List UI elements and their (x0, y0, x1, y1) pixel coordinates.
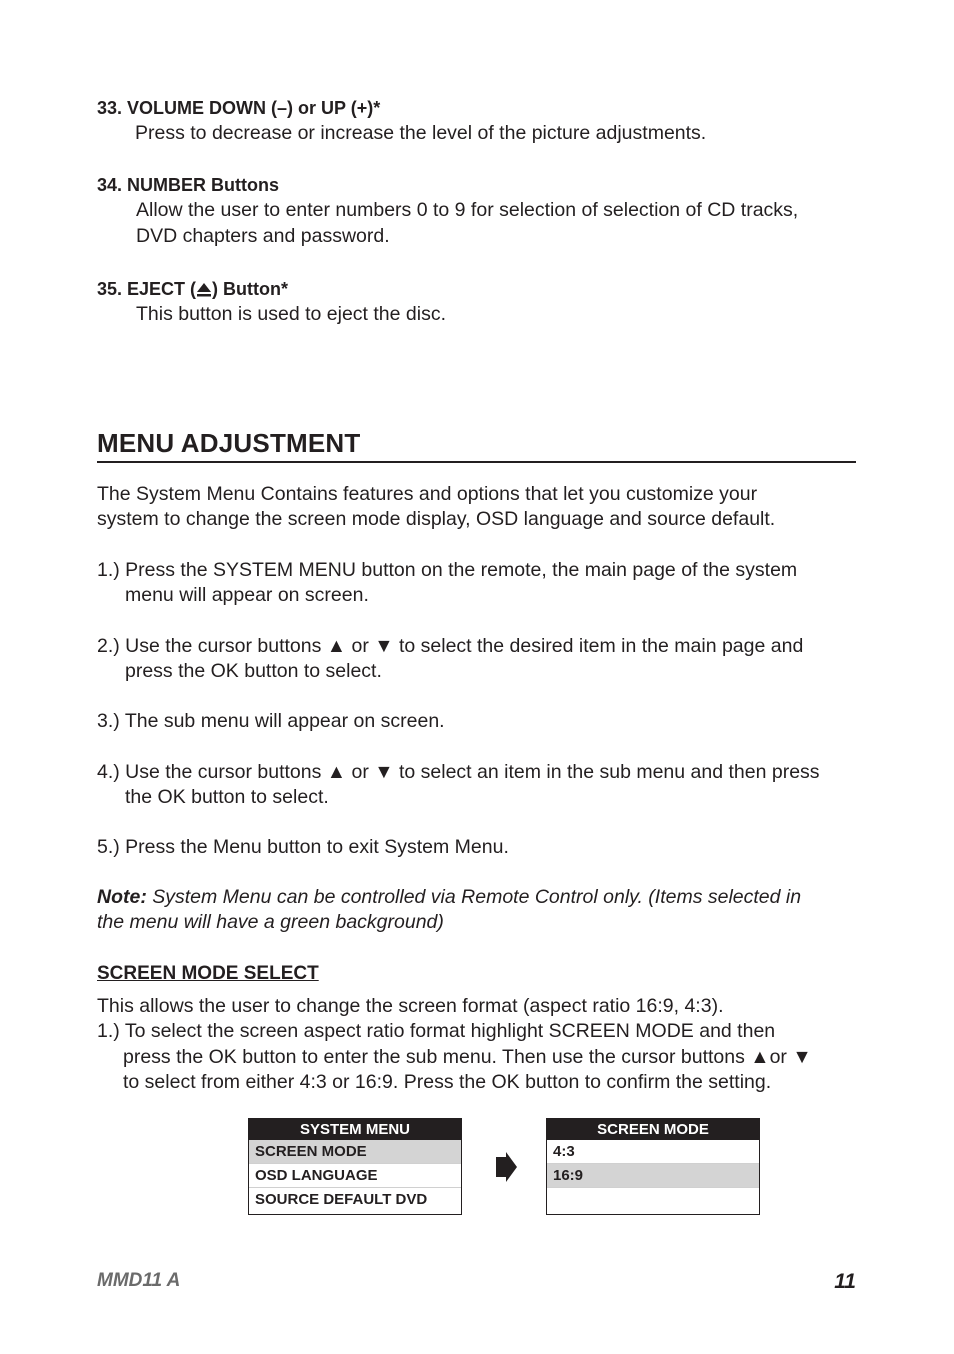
screen-mode-diagram (546, 1118, 760, 1215)
screen-mode-line4: to select from either 4:3 or 16:9. Press the OK button to confirm the setting. (123, 1071, 772, 1093)
item-33-desc: Press to decrease or increase the level of the picture adjustments. (135, 122, 707, 144)
screen-mode-menu-title: SCREEN MODE (547, 1119, 759, 1140)
item-34-desc-line1: Allow the user to enter numbers 0 to 9 for selection of selection of CD tracks, (136, 199, 799, 221)
note-line1 (97, 885, 801, 910)
intro-line2: system to change the screen mode display, OSD language and source default. (97, 508, 776, 530)
item-34-title: 34. NUMBER Buttons (97, 175, 280, 195)
eject-icon (196, 281, 212, 297)
page-number: 11 (834, 1270, 856, 1293)
step-4-line1: 4.) Use the cursor buttons ▲ or ▼ to select an item in the sub menu and then press (97, 761, 820, 783)
system-menu-row-osd-language: OSD LANGUAGE (249, 1164, 461, 1188)
step-1-line1: 1.) Press the SYSTEM MENU button on the remote, the main page of the system (97, 559, 798, 581)
screen-mode-line3: press the OK button to enter the sub menu. Then use the cursor buttons ▲or ▼ (123, 1046, 812, 1068)
step-2-line2: press the OK button to select. (125, 660, 382, 682)
screen-mode-line2: 1.) To select the screen aspect ratio format highlight SCREEN MODE and then (97, 1020, 776, 1042)
intro-line1: The System Menu Contains features and options that let you customize your (97, 483, 758, 505)
item-33-title: 33. VOLUME DOWN (–) or UP (+)* (97, 98, 381, 118)
screen-mode-row-4-3: 4:3 (547, 1140, 759, 1164)
item-35-title-prefix: 35. EJECT ( (97, 279, 197, 299)
system-menu-diagram (248, 1118, 462, 1215)
arrow-right-icon (494, 1151, 518, 1183)
system-menu-row-screen-mode: SCREEN MODE (249, 1140, 461, 1164)
step-1-line2: menu will appear on screen. (125, 584, 369, 606)
screen-mode-row-empty (547, 1188, 759, 1211)
system-menu-row-source-default: SOURCE DEFAULT DVD (255, 1191, 428, 1208)
note-text: System Menu can be controlled via Remote Control only. (Items selected in (146, 886, 802, 908)
step-2-line1: 2.) Use the cursor buttons ▲ or ▼ to select the desired item in the main page and (97, 635, 804, 657)
footer-model: MMD11 A (97, 1270, 181, 1291)
step-5-line1: 5.) Press the Menu button to exit System Menu. (97, 836, 509, 858)
item-34-desc-line2: DVD chapters and password. (136, 225, 390, 247)
step-3-line1: 3.) The sub menu will appear on screen. (97, 710, 445, 732)
screen-mode-line1: This allows the user to change the screen format (aspect ratio 16:9, 4:3). (97, 995, 724, 1017)
screen-mode-row-16-9: 16:9 (547, 1164, 759, 1188)
system-menu-title: SYSTEM MENU (249, 1119, 461, 1140)
menu-adjustment-heading: MENU ADJUSTMENT (97, 428, 856, 463)
item-35-title-suffix: ) Button* (212, 279, 289, 299)
step-4-line2: the OK button to select. (125, 786, 329, 808)
note-label: Note: (97, 886, 147, 908)
note-line2: the menu will have a green background) (97, 911, 444, 933)
item-35-desc: This button is used to eject the disc. (136, 303, 447, 325)
item-35-title (97, 279, 288, 300)
screen-mode-subhead: SCREEN MODE SELECT (97, 963, 319, 984)
